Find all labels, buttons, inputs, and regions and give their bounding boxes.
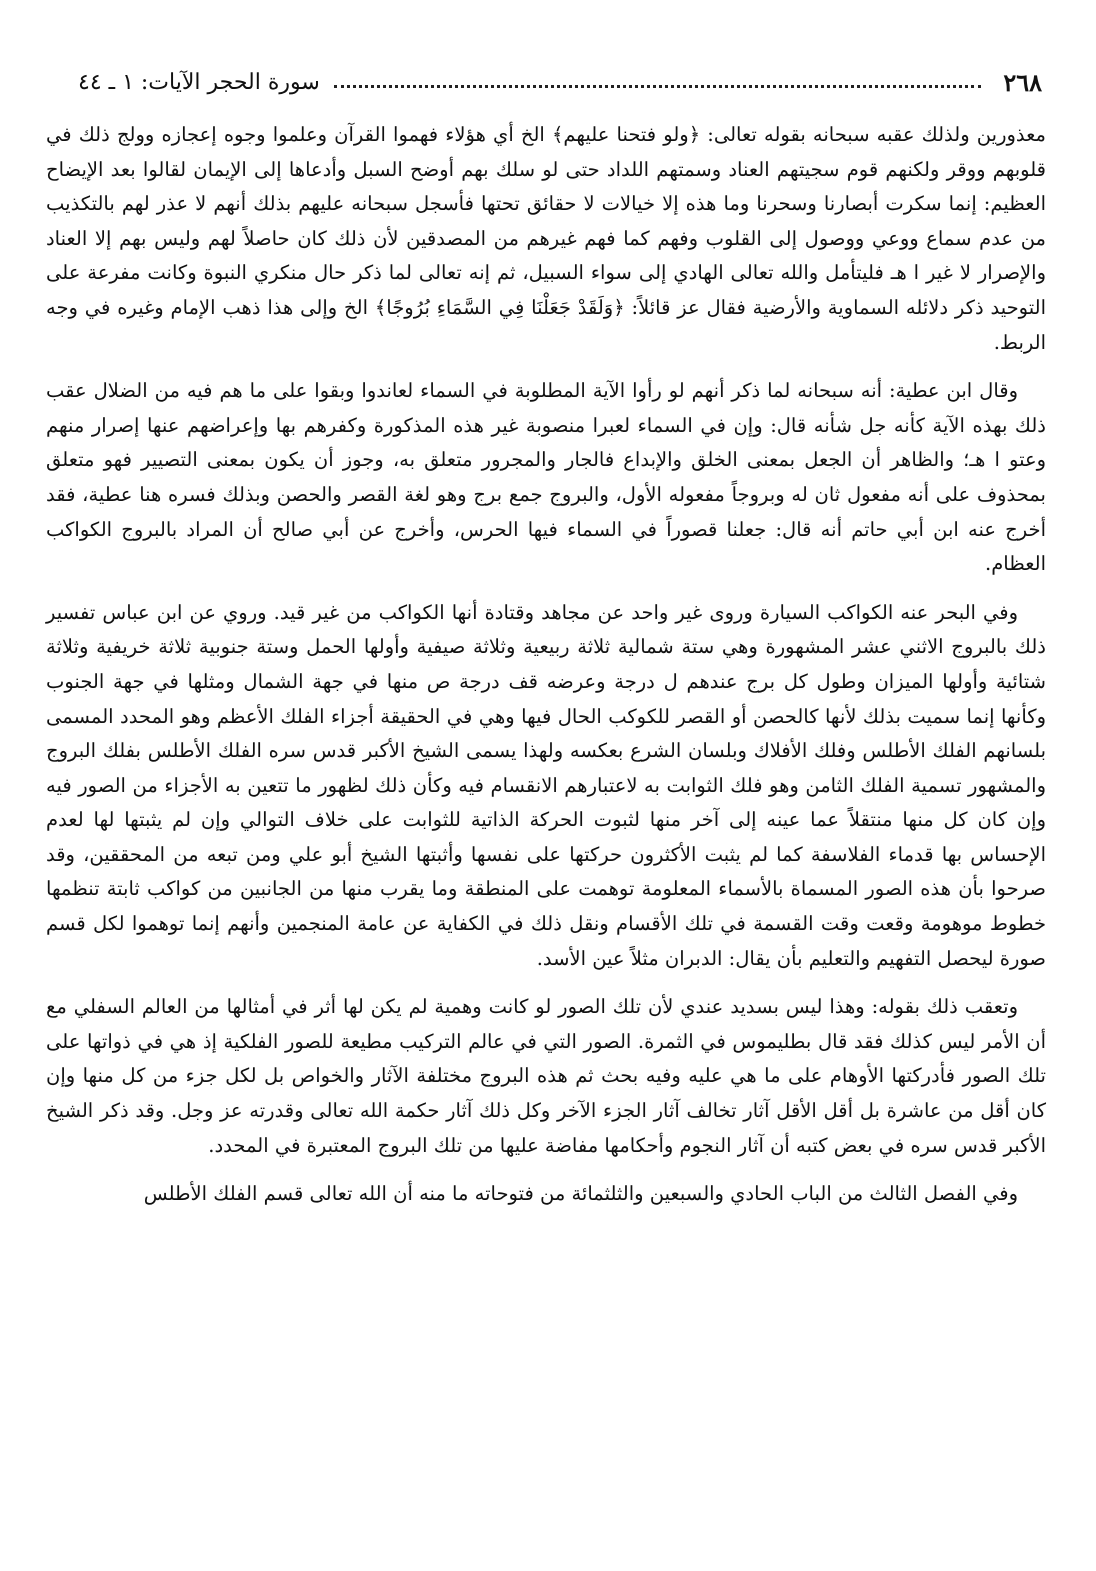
- running-header: [78, 60, 1042, 104]
- paragraph: وفي الفصل الثالث من الباب الحادي والسبعين والثلثمائة من فتوحاته ما منه أن الله تعالى قسم الفلك الأطلس: [143, 1182, 1018, 1206]
- header-title: سورة الحجر الآيات: ١ ـ ٤٤: [78, 69, 320, 95]
- paragraph: وفي البحر عنه الكواكب السيارة وروى غير واحد عن مجاهد وقتادة أنها الكواكب من غير قيد. وروي عن ابن عباس تفسير ذلك بالبروج الاثني عشر المشهورة وهي ستة شمالية ثلاثة ربيعية وثلاثة صيفية وأولها الحمل وستة جنوبية ثلاثة خريفية وثلاثة شتائية وأولها الميزان وطول كل برج عندهم ل درجة وعرضه قف درجة ص منها في جهة الشمال ومثلها في جهة الجنوب وكأنها إنما سميت بذلك لأنها كالحصن أو القصر للكوكب الحال فيها وهي في الحقيقة أجزاء الفلك الأعظم وهو المحدد المسمى بلسانهم الفلك الأطلس وفلك الأفلاك وبلسان الشرع بعكسه ولهذا يسمى الشيخ الأكبر قدس سره الفلك الأطلس بفلك البروج والمشهور تسمية الفلك الثامن وهو فلك الثوابت به لاعتبارهم الانقسام فيه وكأن ذلك لظهور ما تتعين به الأجزاء من الصور فيه وإن كان كل منها منتقلاً عما عينه إلى آخر منها لثبوت الحركة الذاتية للثوابت على خلاف التوالي وإن لم يثبتها لها لعدم الإحساس بها قدماء الفلاسفة كما لم يثبت الأكثرون حركتها على نفسها وأثبتها الشيخ أبو علي ومن تبعه من المحققين، وقد صرحوا بأن هذه الصور المسماة بالأسماء المعلومة توهمت على المنطقة وما يقرب منها من الجانبين من كواكب ثابتة تنظمها خطوط موهومة وقعت وقت القسمة في تلك الأقسام ونقل ذلك في الكفاية عن عامة المنجمين وأنهم إنما توهموا لكل قسم صورة ليحصل التفهيم والتعليم بأن يقال: الدبران مثلاً عين الأسد.: [46, 600, 1046, 970]
- paragraph: معذورين ولذلك عقبه سبحانه بقوله تعالى: ﴿ولو فتحنا عليهم﴾ الخ أي هؤلاء فهموا القرآن وعلموا وجوه إعجازه وولج ذلك في قلوبهم ووقر ولكنهم قوم سجيتهم العناد وسمتهم اللداد حتى لو سلك بهم أوضح السبل وأدعاها إلى الإيمان لقالوا بعد الإيضاح العظيم: إنما سكرت أبصارنا وسحرنا وما هذه إلا خيالات لا حقائق تحتها فأسجل سبحانه عليهم بذلك أنهم لا عذر لهم بالتكذيب من عدم سماع ووعي ووصول إلى القلوب وفهم كما فهم غيرهم من المصدقين لأن ذلك كان حاصلاً لهم وليس بهم إلا العناد والإصرار لا غير ا هـ فليتأمل والله تعالى الهادي إلى سواء السبيل، ثم إنه تعالى لما ذكر حال منكري النبوة وكانت مفرعة على التوحيد ذكر دلائله السماوية والأرضية فقال عز قائلاً: ﴿وَلَقَدْ جَعَلْنَا فِي السَّمَاءِ بُرُوجًا﴾ الخ وإلى هذا ذهب الإمام وغيره في وجه الربط.: [46, 123, 1046, 354]
- page-body: [46, 118, 1046, 1212]
- paragraph: وقال ابن عطية: أنه سبحانه لما ذكر أنهم لو رأوا الآية المطلوبة في السماء لعاندوا وبقوا على ما هم فيه من الضلال عقب ذلك بهذه الآية كأنه جل شأنه قال: وإن في السماء لعبرا منصوبة غير هذه المذكورة وكفرهم بها وإعراضهم عنها إصرار منهم وعتو ا هـ؛ والظاهر أن الجعل بمعنى الخلق والإبداع فالجار والمجرور متعلق به، وجوز أن يكون بمعنى التصيير فهو متعلق بمحذوف على أنه مفعول ثان له وبروجاً مفعوله الأول، والبروج جمع برج وهو لغة القصر والحصن وبذلك فسره هنا عطية، فقد أخرج عنه ابن أبي حاتم أنه قال: جعلنا قصوراً في السماء فيها الحرس، وأخرج عن أبي صالح أن المراد بالبروج الكواكب العظام.: [46, 379, 1046, 576]
- header-dotted-leader: [334, 85, 982, 88]
- page-number: ٢٦٨: [1003, 67, 1042, 97]
- paragraph: وتعقب ذلك بقوله: وهذا ليس بسديد عندي لأن تلك الصور لو كانت وهمية لم يكن لها أثر في أمثالها من العالم السفلي مع أن الأمر ليس كذلك فقد قال بطليموس في الثمرة. الصور التي في عالم التركيب مطيعة للصور الفلكية إذ هي في ذواتها على تلك الصور فأدركتها الأوهام على ما هي عليه وفيه بحث ثم هذه البروج مختلفة الآثار والخواص بل لكل جزء من كل منها وإن كان أقل من عاشرة بل أقل الأقل آثار تخالف آثار الجزء الآخر وكل ذلك آثار حكمة الله تعالى وقدرته عز وجل. وقد ذكر الشيخ الأكبر قدس سره في بعض كتبه أن آثار النجوم وأحكامها مفاضة عليها من تلك البروج المعتبرة في المحدد.: [46, 995, 1046, 1157]
